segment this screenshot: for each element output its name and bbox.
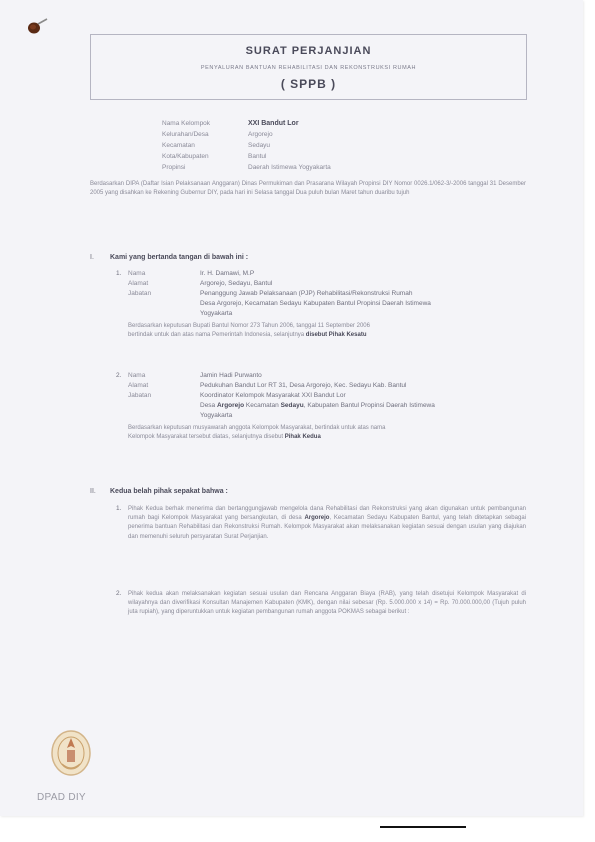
party-label: Jabatan (128, 392, 152, 399)
basis-line (128, 433, 526, 442)
party-row (128, 280, 528, 290)
party-continuation: Yogyakarta (200, 310, 233, 317)
basis-line: Berdasarkan keputusan Bupati Bantul Nomor 273 Tahun 2006, tanggal 11 September 2006 (128, 323, 370, 329)
identity-value: Bantul (248, 153, 267, 160)
cont-district: Sedayu (280, 402, 304, 409)
section-heading: Kedua belah pihak sepakat bahwa : (110, 488, 228, 495)
identity-label: Nama Kelompok (162, 120, 211, 127)
identity-value: Argorejo (248, 131, 273, 138)
party-row (128, 372, 528, 382)
identity-value: Daerah Istimewa Yogyakarta (248, 164, 331, 171)
identity-label: Kota/Kabupaten (162, 153, 209, 160)
document-subtitle: PENYALURAN BANTUAN REHABILITASI DAN REKONSTRUKSI RUMAH (200, 65, 417, 71)
item-text: Pihak Kedua berhak menerima dan bertanggungjawab mengelola dana Rehabilitasi dan Rekonstruksi yang akan digunakan untuk pembangunan rumah bagi Kelompok Masyarakat yang bersangkutan, di desa (128, 506, 526, 522)
intro-paragraph: Berdasarkan DIPA (Daftar Isian Pelaksanaan Anggaran) Dinas Permukiman dan Prasarana Wilayah Propinsi DIY Nomor 0026.1/062-3/-2006 tanggal 31 Desember 2005 yang disahkan ke Rekening Gubernur DIY, pada hari ini Selasa tanggal Dua puluh bulan Maret tahun duaribu tujuh (90, 181, 526, 197)
party-one-designation: disebut Pihak Kesatu (305, 332, 367, 339)
watermark-label: DPAD DIY (37, 792, 86, 803)
basis-text: Kelompok Masyarakat tersebut diatas, selanjutnya disebut (128, 434, 285, 441)
section-number: II. (90, 488, 96, 495)
item-text: , Kecamatan Sedayu Kabupaten Bantul, yang telah ditetapkan sebagai penerima bantuan Rehabilitasi dan Rekonstruksi Rumah. Kelompok Masyarakat akan melaksanakan kegiatan sesuai dengan usulan yang diajukan dan memenuhi seluruh persyaratan Surat Perjanjian. (128, 515, 526, 540)
party-row (128, 392, 528, 402)
party-continuation: Yogyakarta (200, 412, 233, 419)
party-number: 1. (116, 270, 122, 277)
document-code: ( SPPB ) (280, 77, 337, 91)
party-row (128, 382, 528, 392)
party-row (128, 290, 528, 300)
cont-village: Argorejo (216, 402, 245, 409)
party-value: Ir. H. Damawi, M.P (200, 270, 255, 277)
party-row (128, 310, 528, 320)
item-number: 2. (116, 590, 122, 597)
basis-line (128, 331, 526, 340)
provincial-seal-emblem (48, 728, 94, 778)
party-two-basis (128, 424, 526, 442)
party-label: Jabatan (128, 290, 152, 297)
party-continuation (200, 402, 435, 409)
party-two-designation: Pihak Kedua (284, 434, 321, 441)
cont-text: , Kabupaten Bantul Propinsi Daerah Istimewa (303, 402, 435, 409)
basis-line: Berdasarkan keputusan musyawarah anggota Kelompok Masyarakat, bertindak untuk atas nama (128, 425, 386, 431)
document-title: SURAT PERJANJIAN (245, 45, 372, 57)
party-value: Pedukuhan Bandut Lor RT 31, Desa Argorejo, Kec. Sedayu Kab. Bantul (200, 382, 407, 389)
item-number: 1. (116, 505, 122, 512)
header-box (90, 34, 527, 100)
party-continuation: Desa Argorejo, Kecamatan Sedayu Kabupaten Bantul Propinsi Daerah Istimewa (200, 300, 431, 307)
party-row (128, 412, 528, 422)
bottom-rule (380, 826, 466, 828)
identity-label: Propinsi (162, 164, 186, 171)
agreement-item-2: Pihak kedua akan melaksanakan kegiatan sesuai usulan dan Rencana Anggaran Biaya (RAB), yang telah disetujui Kelompok Masyarakat di wilayahnya dan diverifikasi Konsultan Manajemen Kabupaten (KMK), dengan nilai sebesar (Rp. 5.000.000 x 14) = Rp. 70.000.000,00 (Tujuh puluh juta rupiah), yang diperuntukkan untuk kegiatan pembangunan rumah anggota POKMAS sebagai berikut : (128, 591, 526, 616)
identity-label: Kecamatan (162, 142, 195, 149)
party-row (128, 300, 528, 310)
party-value: Penanggung Jawab Pelaksanaan (PJP) Rehabilitasi/Rekonstruksi Rumah (200, 290, 413, 297)
cont-text: Desa (200, 402, 217, 409)
cont-text: Kecamatan (244, 402, 281, 409)
party-row (128, 402, 528, 412)
party-value: Jamin Hadi Purwanto (200, 372, 262, 379)
party-value: Koordinator Kelompok Masyarakat XXI Bandut Lor (200, 392, 346, 399)
identity-label: Kelurahan/Desa (162, 131, 209, 138)
section-number: I. (90, 254, 94, 261)
party-row (128, 270, 528, 280)
party-value: Argorejo, Sedayu, Bantul (200, 280, 273, 287)
section-heading: Kami yang bertanda tangan di bawah ini : (110, 254, 249, 261)
party-number: 2. (116, 372, 122, 379)
party-label: Alamat (128, 382, 149, 389)
party-one-basis (128, 322, 526, 340)
identity-value: XXI Bandut Lor (248, 120, 299, 127)
identity-value: Sedayu (248, 142, 271, 149)
basis-text: bertindak untuk dan atas nama Pemerintah Indonesia, selanjutnya (128, 332, 306, 339)
item-village: Argorejo (304, 515, 330, 522)
party-two-block (128, 372, 528, 422)
party-label: Nama (128, 270, 146, 277)
pushpin-icon (26, 18, 48, 36)
party-one-block (128, 270, 528, 320)
party-label: Nama (128, 372, 146, 379)
party-label: Alamat (128, 280, 149, 287)
agreement-item-1 (128, 505, 526, 542)
